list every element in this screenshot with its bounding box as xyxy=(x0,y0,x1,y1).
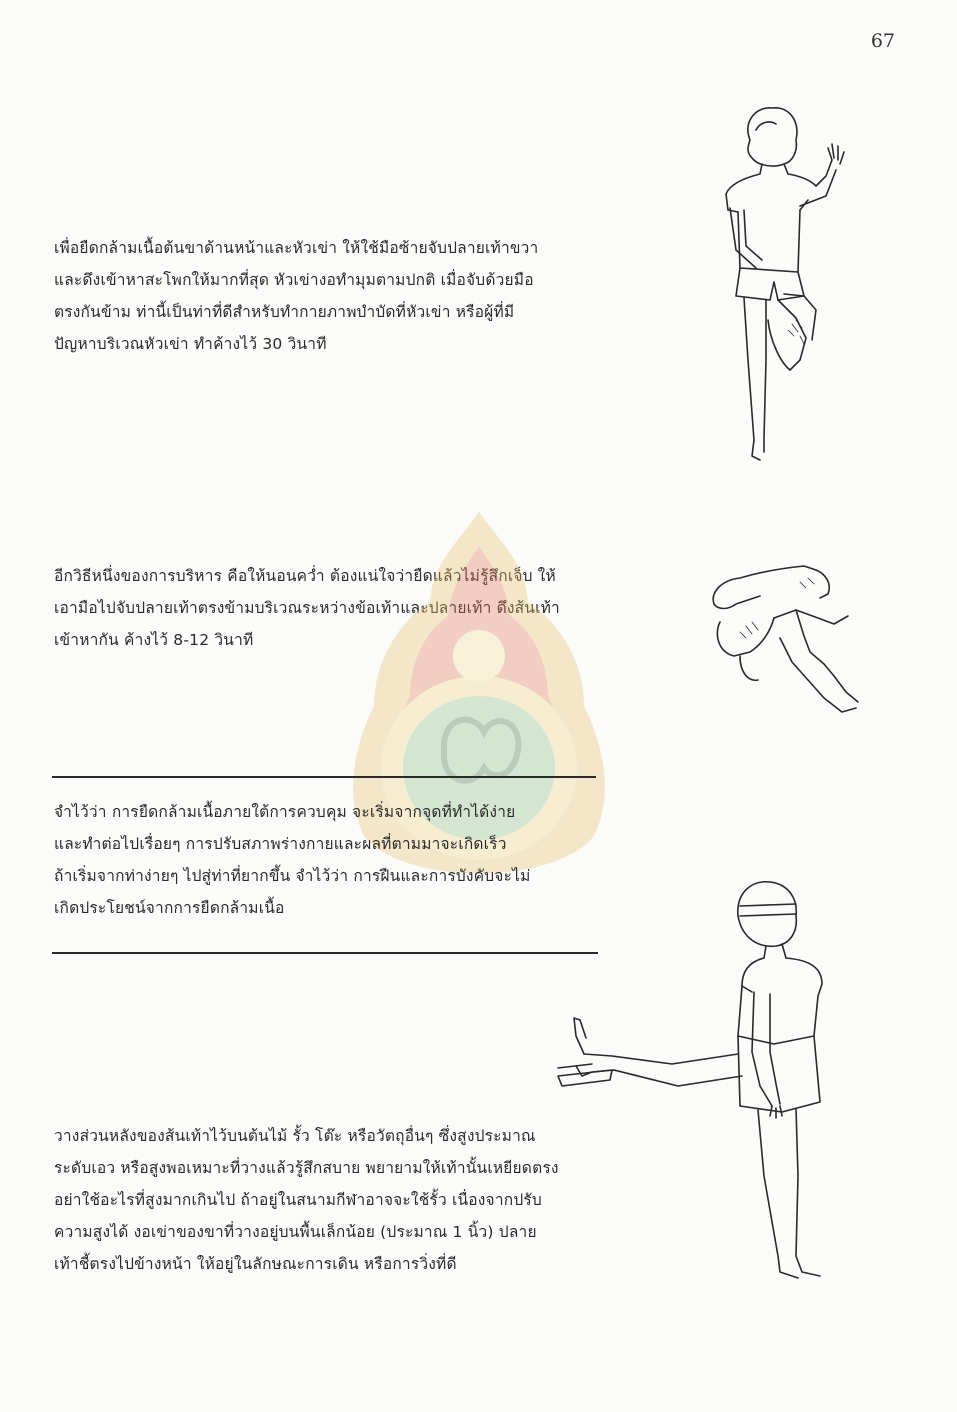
paragraph-quad-stretch-standing xyxy=(54,232,624,360)
text-line: จำไว้ว่า การยืดกล้ามเนื้อภายใต้การควบคุม จะเริ่มจากจุดที่ทำได้ง่าย xyxy=(54,803,516,821)
text-line: ตรงกันข้าม ท่านี้เป็นท่าที่ดีสำหรับทำกายภาพบำบัดที่หัวเข่า หรือผู้ที่มี xyxy=(54,303,515,321)
standing-quad-stretch-illustration xyxy=(700,100,860,472)
text-line: และดึงเข้าหาสะโพกให้มากที่สุด หัวเข่างอทำมุมตามปกติ เมื่อจับด้วยมือ xyxy=(54,271,534,289)
text-line: ระดับเอว หรือสูงพอเหมาะที่วางแล้วรู้สึกสบาย พยายามให้เท้านั้นเหยียดตรง xyxy=(54,1159,559,1177)
paragraph-remember-note xyxy=(54,796,624,924)
page-number: 67 xyxy=(870,30,895,52)
text-line: ปัญหาบริเวณหัวเข่า ทำค้างไว้ 30 วินาที xyxy=(54,335,327,353)
text-line: ถ้าเริ่มจากท่าง่ายๆ ไปสู่ท่าที่ยากขึ้น จำไว้ว่า การฝืนและการบังคับจะไม่ xyxy=(54,867,531,885)
paragraph-hamstring-stretch xyxy=(54,1120,624,1280)
text-line: เข้าหากัน ค้างไว้ 8-12 วินาที xyxy=(54,631,254,649)
text-line: เท้าชี้ตรงไปข้างหน้า ให้อยู่ในลักษณะการเดิน หรือการวิ่งที่ดี xyxy=(54,1255,457,1273)
text-line: เอามือไปจับปลายเท้าตรงข้ามบริเวณระหว่างข้อเท้าและปลายเท้า ดึงส้นเท้า xyxy=(54,599,560,617)
text-line: อีกวิธีหนึ่งของการบริหาร คือให้นอนคว่ำ ต้องแน่ใจว่ายืดแล้วไม่รู้สึกเจ็บ ให้ xyxy=(54,567,556,585)
lying-quad-stretch-illustration xyxy=(700,552,870,722)
text-line: และทำต่อไปเรื่อยๆ การปรับสภาพร่างกายและผลที่ตามมาจะเกิดเร็ว xyxy=(54,835,507,853)
divider-bottom xyxy=(52,952,598,954)
text-line: อย่าใช้อะไรที่สูงมากเกินไป ถ้าอยู่ในสนามกีฬาอาจจะใช้รั้ว เนื่องจากปรับ xyxy=(54,1191,542,1209)
divider-top xyxy=(52,776,596,778)
text-line: เพื่อยืดกล้ามเนื้อต้นขาด้านหน้าและหัวเข่า ให้ใช้มือซ้ายจับปลายเท้าขวา xyxy=(54,239,539,257)
text-line: ความสูงได้ งอเข่าของขาที่วางอยู่บนพื้นเล็กน้อย (ประมาณ 1 นิ้ว) ปลาย xyxy=(54,1223,537,1241)
text-line: วางส่วนหลังของส้นเท้าไว้บนต้นไม้ รั้ว โต๊ะ หรือวัตถุอื่นๆ ซึ่งสูงประมาณ xyxy=(54,1127,536,1145)
text-line: เกิดประโยชน์จากการยืดกล้ามเนื้อ xyxy=(54,899,285,917)
